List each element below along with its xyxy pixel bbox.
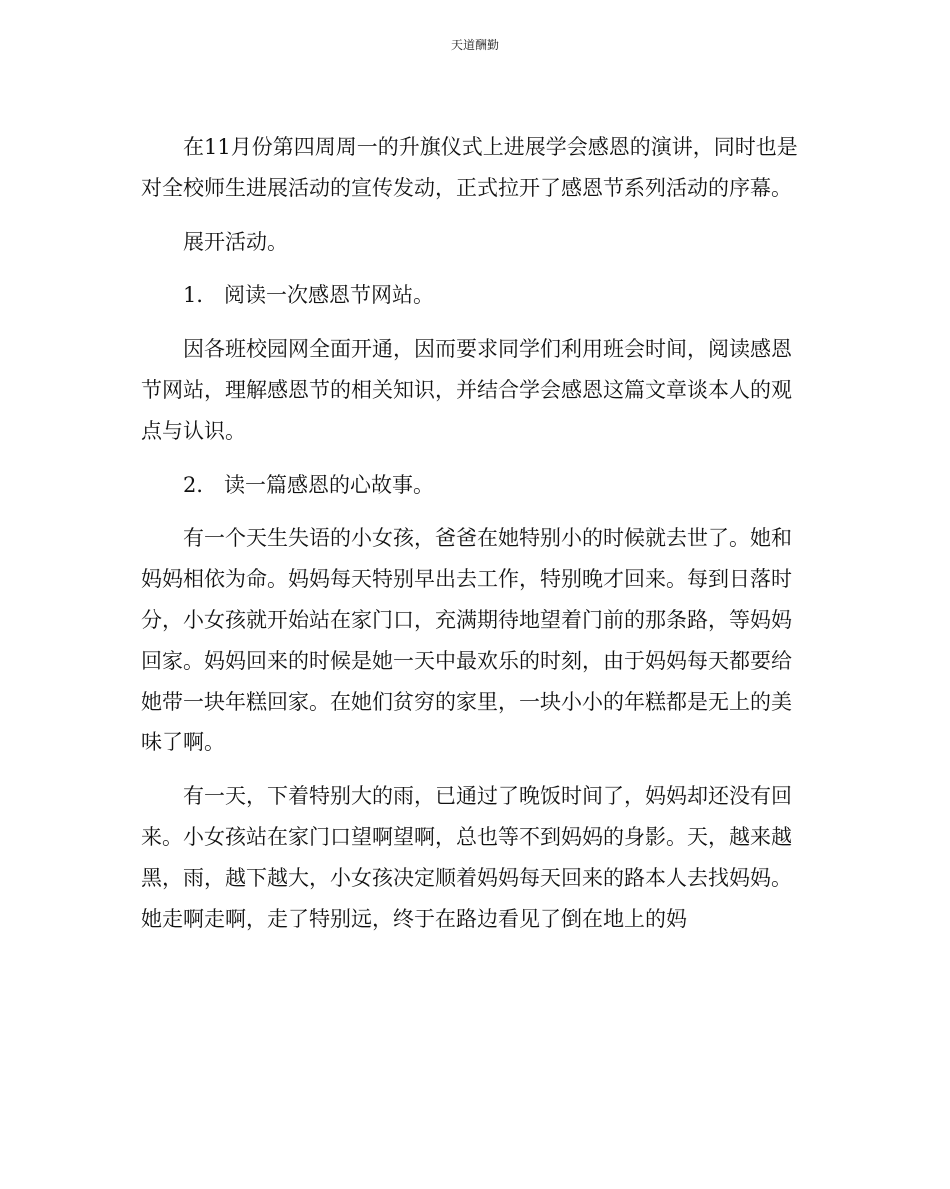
page-header: 天道酬勤 — [450, 38, 499, 52]
paragraph-story-1: 有一个天生失语的小女孩，爸爸在她特别小的时候就去世了。她和妈妈相依为命。妈妈每天特别早出去工作，特别晚才回来。每到日落时分，小女孩就开始站在家门口，充满期待地望着门前的那条路，等妈妈回家。妈妈回来的时候是她一天中最欢乐的时刻，由于妈妈每天都要给她带一块年糕回家。在她们贫穷的家里，一块小小的年糕都是无上的美味了啊。 — [141, 526, 792, 755]
document-body — [141, 127, 811, 952]
paragraph-website: 因各班校园网全面开通，因而要求同学们利用班会时间，阅读感恩节网站，理解感恩节的相关知识，并结合学会感恩这篇文章谈本人的观点与认识。 — [141, 337, 792, 443]
paragraph-story-2: 有一天，下着特别大的雨，已通过了晚饭时间了，妈妈却还没有回来。小女孩站在家门口望啊望啊，总也等不到妈妈的身影。天，越来越黑，雨，越下越大，小女孩决定顺着妈妈每天回来的路本人去找妈妈。她走啊走啊，走了特别远，终于在路边看见了倒在地上的妈 — [141, 784, 792, 931]
paragraph-item-1: 1． 阅读一次感恩节网站。 — [183, 283, 435, 308]
paragraph-item-2: 2． 读一篇感恩的心故事。 — [183, 472, 435, 497]
paragraph-speech: 在11月份第四周周一的升旗仪式上进展学会感恩的演讲，同时也是对全校师生进展活动的宣传发动，正式拉开了感恩节系列活动的序幕。 — [141, 135, 798, 200]
paragraph-activities-heading: 展开活动。 — [183, 229, 288, 254]
